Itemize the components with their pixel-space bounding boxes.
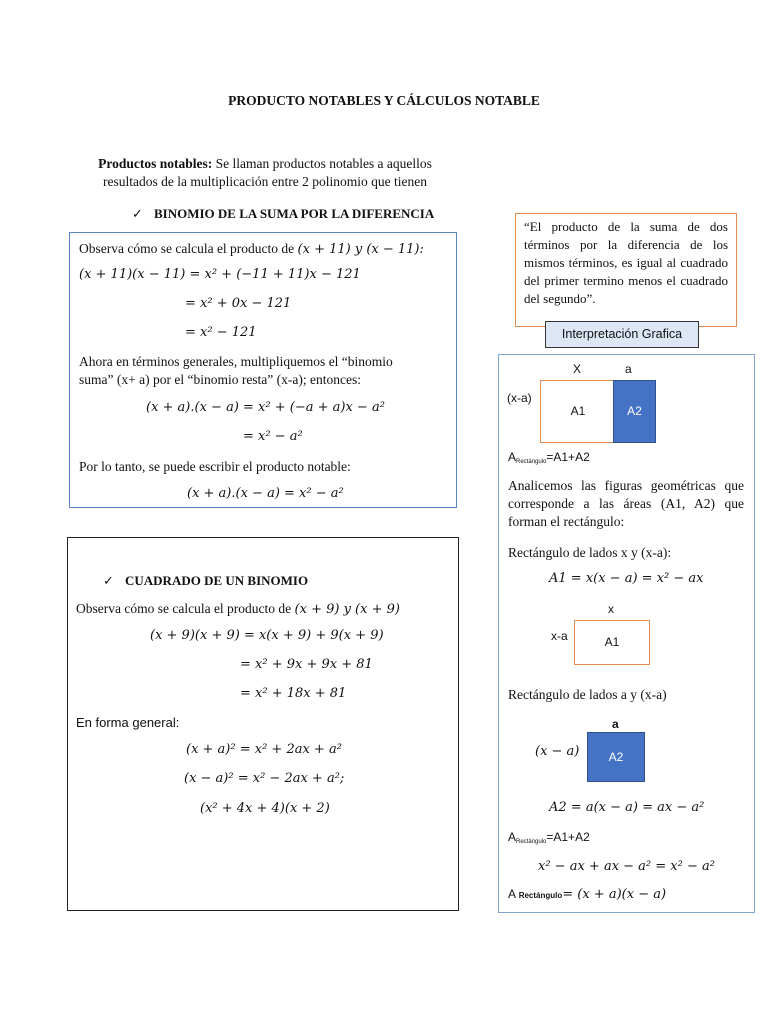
graphic-analysis: Analicemos las figuras geométricas que corresponde a las áreas (A1, A2) que forman el rectángulo: bbox=[508, 478, 744, 529]
area-a2-rect: A2 bbox=[613, 380, 656, 443]
section2-eq5: (x − a)² = x² − 2ax + a²; bbox=[184, 771, 345, 786]
intro-label: Productos notables: bbox=[98, 156, 213, 171]
section2-eq3: = x² + 18x + 81 bbox=[240, 686, 347, 701]
section1-eq1: (x + 11)(x − 11) = x² + (−11 + 11)x − 121 bbox=[79, 267, 361, 282]
section2-intro-text: Observa cómo se calcula el producto de bbox=[76, 601, 292, 616]
section1-general bbox=[79, 353, 451, 389]
check-mark-icon: ✓ bbox=[132, 207, 143, 222]
section1-eq4: (x + a).(x − a) = x² + (−a + a)x − a² bbox=[146, 400, 385, 415]
section2-general-label: En forma general: bbox=[76, 715, 180, 730]
area-final bbox=[508, 887, 666, 902]
sum-eq: x² − ax + ax − a² = x² − a² bbox=[538, 859, 715, 874]
graphic-label-x: X bbox=[573, 362, 582, 376]
final-eq: = (x + a)(x − a) bbox=[562, 887, 667, 902]
area-sub-2: Rectángulo bbox=[516, 839, 547, 845]
section1-intro-text: Observa cómo se calcula el producto de bbox=[79, 241, 295, 256]
rect2-side-label: (x − a) bbox=[535, 744, 580, 759]
section2-heading-text: CUADRADO DE UN BINOMIO bbox=[125, 573, 309, 588]
section1-heading-text: BINOMIO DE LA SUMA POR LA DIFERENCIA bbox=[154, 206, 435, 221]
section2-eq1: (x + 9)(x + 9) = x(x + 9) + 9(x + 9) bbox=[150, 628, 384, 643]
interpretation-title: Interpretación Grafica bbox=[545, 321, 699, 348]
section1-heading bbox=[132, 206, 434, 222]
section1-eq6: (x + a).(x − a) = x² − a² bbox=[187, 486, 344, 501]
rect1-title: Rectángulo de lados x y (x-a): bbox=[508, 545, 672, 560]
section1-intro-expr: (x + 11) y (x − 11): bbox=[297, 242, 424, 257]
area-value-2: =A1+A2 bbox=[546, 830, 590, 844]
intro-paragraph bbox=[80, 155, 450, 191]
rect1-a1: A1 bbox=[574, 620, 650, 665]
area-sum-1 bbox=[508, 450, 590, 465]
section2-intro bbox=[76, 600, 400, 619]
graphic-label-xa: (x-a) bbox=[507, 391, 532, 405]
section2-intro-expr: (x + 9) y (x + 9) bbox=[294, 602, 400, 617]
intro-line2: resultados de la multiplicación entre 2 polinomio que tienen bbox=[103, 174, 427, 189]
section2-eq2: = x² + 9x + 9x + 81 bbox=[240, 657, 373, 672]
section1-intro bbox=[79, 240, 424, 259]
graphic-label-a: a bbox=[625, 362, 632, 376]
quote-box: “El producto de la suma de dos términos por la diferencia de los mismos términos, es igual al cuadrado del primer termino menos el cuadrado del segundo”. bbox=[515, 213, 737, 327]
rect2-title: Rectángulo de lados a y (x-a) bbox=[508, 687, 667, 702]
rect2-a2: A2 bbox=[587, 732, 645, 782]
section2-eq4: (x + a)² = x² + 2ax + a² bbox=[186, 742, 342, 757]
final-sub: Rectángulo bbox=[518, 891, 563, 900]
area-prefix-2: A bbox=[508, 830, 517, 844]
area-value: =A1+A2 bbox=[546, 450, 590, 464]
section1-general-line1: Ahora en términos generales, multipliquemos el “binomio bbox=[79, 354, 393, 369]
section2-eq6: (x² + 4x + 4)(x + 2) bbox=[200, 801, 330, 816]
area-a1-rect: A1 bbox=[540, 380, 615, 443]
section2-heading bbox=[103, 573, 308, 589]
section1-conclusion: Por lo tanto, se puede escribir el producto notable: bbox=[79, 459, 351, 474]
final-prefix: A bbox=[508, 887, 516, 901]
area-sum-2 bbox=[508, 830, 590, 845]
rect2-top-label: a bbox=[612, 717, 619, 731]
check-mark-icon: ✓ bbox=[103, 574, 114, 589]
rect1-top-label: x bbox=[608, 602, 614, 616]
section1-eq2: = x² + 0x − 121 bbox=[185, 296, 292, 311]
area-prefix: A bbox=[508, 450, 517, 464]
section1-eq5: = x² − a² bbox=[243, 429, 303, 444]
section1-eq3: = x² − 121 bbox=[185, 325, 257, 340]
rect2-eq: A2 = a(x − a) = ax − a² bbox=[549, 800, 705, 815]
rect1-side-label: x-a bbox=[551, 629, 568, 643]
section1-general-line2: suma” (x+ a) por el “binomio resta” (x-a); entonces: bbox=[79, 372, 362, 387]
area-sub: Rectángulo bbox=[516, 459, 547, 465]
rect1-eq: A1 = x(x − a) = x² − ax bbox=[549, 571, 704, 586]
intro-line1: Se llaman productos notables a aquellos bbox=[215, 156, 432, 171]
page-title: PRODUCTO NOTABLES Y CÁLCULOS NOTABLE bbox=[228, 93, 540, 108]
